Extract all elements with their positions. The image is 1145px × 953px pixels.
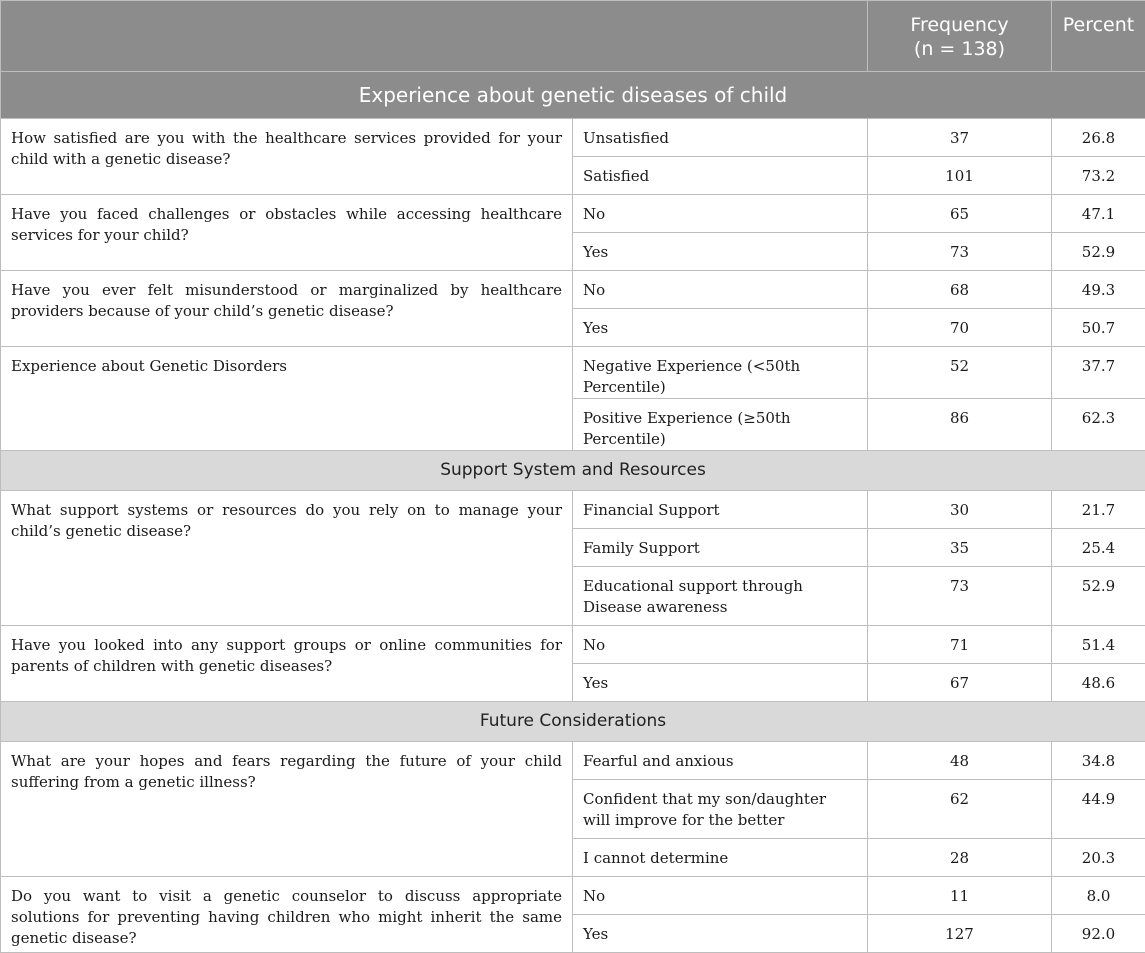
table-row — [1, 742, 1145, 780]
response-label: Negative Experience (<50th Percentile) — [573, 347, 868, 399]
frequency-value: 35 — [868, 529, 1052, 567]
frequency-value: 28 — [868, 839, 1052, 877]
question-text: Experience about Genetic Disorders — [1, 347, 573, 451]
response-label: Yes — [573, 915, 868, 953]
response-label: No — [573, 877, 868, 915]
percent-value: 8.0 — [1052, 877, 1145, 915]
table-row — [1, 877, 1145, 915]
header-row — [1, 1, 1145, 72]
percent-value: 50.7 — [1052, 309, 1145, 347]
percent-value: 21.7 — [1052, 491, 1145, 529]
response-label: Satisfied — [573, 157, 868, 195]
percent-value: 34.8 — [1052, 742, 1145, 780]
header-question-response — [1, 1, 868, 72]
frequency-value: 127 — [868, 915, 1052, 953]
frequency-value: 37 — [868, 119, 1052, 157]
response-label: Educational support through Disease awareness — [573, 567, 868, 626]
table-row — [1, 195, 1145, 233]
percent-value: 49.3 — [1052, 271, 1145, 309]
table-row — [1, 626, 1145, 664]
question-text: Do you want to visit a genetic counselor to discuss appropriate solutions for preventing having children who might inherit the same genetic disease? — [1, 877, 573, 953]
section-header-row — [1, 72, 1145, 119]
table-row — [1, 491, 1145, 529]
percent-value: 47.1 — [1052, 195, 1145, 233]
frequency-value: 11 — [868, 877, 1052, 915]
percent-value: 48.6 — [1052, 664, 1145, 702]
header-frequency-label: Frequency — [910, 14, 1008, 36]
response-label: No — [573, 271, 868, 309]
header-percent: Percent — [1052, 1, 1145, 72]
question-text: Have you ever felt misunderstood or marginalized by healthcare providers because of your child’s genetic disease? — [1, 271, 573, 347]
header-frequency — [868, 1, 1052, 72]
section-title: Experience about genetic diseases of child — [1, 72, 1145, 119]
section-title: Support System and Resources — [1, 451, 1145, 491]
frequency-value: 48 — [868, 742, 1052, 780]
header-frequency-n: (n = 138) — [914, 38, 1005, 60]
frequency-value: 70 — [868, 309, 1052, 347]
frequency-value: 52 — [868, 347, 1052, 399]
response-label: Positive Experience (≥50th Percentile) — [573, 399, 868, 451]
frequency-value: 101 — [868, 157, 1052, 195]
frequency-value: 86 — [868, 399, 1052, 451]
response-label: Yes — [573, 309, 868, 347]
frequency-value: 73 — [868, 567, 1052, 626]
section-header-row — [1, 451, 1145, 491]
frequency-value: 30 — [868, 491, 1052, 529]
table-row — [1, 347, 1145, 399]
percent-value: 62.3 — [1052, 399, 1145, 451]
question-text: What support systems or resources do you rely on to manage your child’s genetic disease? — [1, 491, 573, 626]
response-label: No — [573, 626, 868, 664]
frequency-value: 62 — [868, 780, 1052, 839]
table-row — [1, 119, 1145, 157]
response-label: I cannot determine — [573, 839, 868, 877]
percent-value: 25.4 — [1052, 529, 1145, 567]
response-label: Family Support — [573, 529, 868, 567]
percent-value: 20.3 — [1052, 839, 1145, 877]
response-label: Fearful and anxious — [573, 742, 868, 780]
frequency-value: 73 — [868, 233, 1052, 271]
percent-value: 73.2 — [1052, 157, 1145, 195]
percent-value: 44.9 — [1052, 780, 1145, 839]
percent-value: 51.4 — [1052, 626, 1145, 664]
percent-value: 52.9 — [1052, 567, 1145, 626]
percent-value: 52.9 — [1052, 233, 1145, 271]
table-row — [1, 271, 1145, 309]
question-text: What are your hopes and fears regarding the future of your child suffering from a genetic illness? — [1, 742, 573, 877]
response-label: No — [573, 195, 868, 233]
question-text: How satisfied are you with the healthcare services provided for your child with a genetic disease? — [1, 119, 573, 195]
frequency-value: 68 — [868, 271, 1052, 309]
question-text: Have you looked into any support groups or online communities for parents of children with genetic diseases? — [1, 626, 573, 702]
frequency-value: 71 — [868, 626, 1052, 664]
percent-value: 92.0 — [1052, 915, 1145, 953]
response-label: Unsatisfied — [573, 119, 868, 157]
response-label: Yes — [573, 664, 868, 702]
section-title: Future Considerations — [1, 702, 1145, 742]
section-header-row — [1, 702, 1145, 742]
percent-value: 37.7 — [1052, 347, 1145, 399]
percent-value: 26.8 — [1052, 119, 1145, 157]
response-label: Yes — [573, 233, 868, 271]
response-label: Confident that my son/daughter will improve for the better — [573, 780, 868, 839]
frequency-value: 65 — [868, 195, 1052, 233]
frequency-value: 67 — [868, 664, 1052, 702]
response-label: Financial Support — [573, 491, 868, 529]
question-text: Have you faced challenges or obstacles while accessing healthcare services for your child? — [1, 195, 573, 271]
